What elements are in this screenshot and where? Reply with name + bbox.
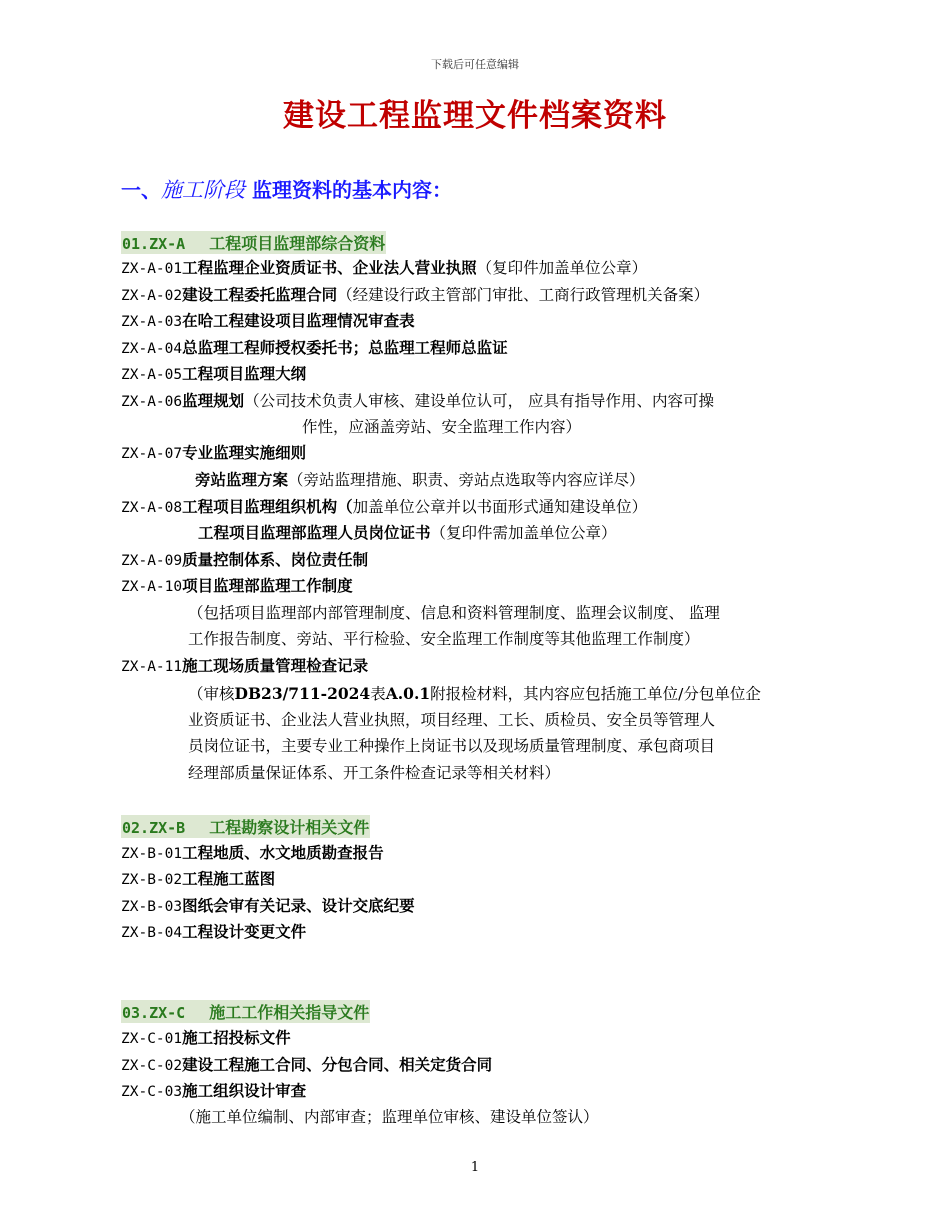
item-code: ZX-A-08 [121,500,183,516]
group-label: 工程项目监理部综合资料 [209,234,386,253]
item-code: ZX-A-02 [121,288,183,304]
item-code: ZX-A-01 [121,261,183,277]
list-item-a09 [121,549,368,572]
item-title: 工程施工蓝图 [182,870,276,888]
item-code: ZX-A-09 [121,553,183,569]
item-note: （经建设行政主管部门审批、工商行政管理机关备案） [337,286,710,304]
item-note-continued: 经理部质量保证体系、开工条件检查记录等相关材料） [188,764,561,782]
item-note-continued: 作性，应涵盖旁站、安全监理工作内容） [302,418,582,436]
item-note: （公司技术负责人审核、建设单位认可， 应具有指导作用、内容可操 [244,392,715,410]
document-title: 建设工程监理文件档案资料 [283,98,667,134]
group-code: 03.ZX-C [122,1004,186,1022]
item-code: ZX-B-03 [121,899,183,915]
item-title: 工程监理企业资质证书、企业法人营业执照 [182,259,477,277]
item-code: ZX-B-01 [121,846,183,862]
note-text: （审核 [188,685,235,703]
item-code: ZX-A-11 [121,659,183,675]
section-prefix: 一、 [121,178,161,202]
item-title: 工程项目监理部监理人员岗位证书 [198,524,431,542]
item-note: （复印件加盖单位公章） [476,259,648,277]
list-item-b04 [121,921,306,944]
list-item-a08-sub [198,522,617,544]
item-title: 总监理工程师授权委托书；总监理工程师总监证 [182,339,508,357]
item-code: ZX-C-01 [121,1031,183,1047]
list-item-a11 [121,655,368,678]
item-code: ZX-A-04 [121,341,183,357]
list-item-a05 [121,363,306,386]
item-title: 施工现场质量管理检查记录 [182,657,369,675]
item-code: ZX-A-10 [121,579,183,595]
list-item-a04 [121,337,508,360]
list-item-a08 [121,496,647,519]
header-note: 下载后可任意编辑 [431,58,519,71]
list-item-c03 [121,1080,306,1103]
group-heading-b [121,815,370,838]
item-title: 在哈工程建设项目监理情况审查表 [182,312,415,330]
list-item-a06 [121,390,714,413]
item-title: 项目监理部监理工作制度 [182,577,353,595]
list-item-c02 [121,1054,492,1077]
list-item-a07-sub [195,469,645,491]
item-title: 质量控制体系、岗位责任制 [182,551,369,569]
list-item-a01 [121,257,647,280]
section-heading [121,174,452,204]
item-note-continued: 业资质证书、企业法人营业执照，项目经理、工长、质检员、安全员等管理人 [188,711,716,729]
item-title: 旁站监理方案 [195,471,289,489]
item-code: ZX-C-03 [121,1084,183,1100]
item-note: （施工单位编制、内部审查；监理单位审核、建设单位签认） [180,1108,599,1126]
item-title: 图纸会审有关记录、设计交底纪要 [182,897,415,915]
group-heading-c [121,1000,370,1023]
item-title: 监理规划 [182,392,245,410]
group-label: 工程勘察设计相关文件 [209,818,370,837]
note-text: 附报检材料，其内容应包括施工单位/分包单位企 [430,685,761,703]
note-text: 表 [370,685,386,703]
item-code: ZX-A-03 [121,314,183,330]
item-code: ZX-A-05 [121,367,183,383]
list-item-a02 [121,284,709,307]
list-item-a07 [121,442,306,465]
item-note: 加盖单位公章并以书面形式通知建设单位） [352,498,648,516]
group-label: 施工工作相关指导文件 [209,1003,370,1022]
item-note-continued: 员岗位证书，主要专业工种操作上岗证书以及现场质量管理制度、承包商项目 [188,737,716,755]
item-title: 工程项目监理组织机构（ [182,498,353,516]
item-title: 建设工程施工合同、分包合同、相关定货合同 [182,1056,493,1074]
item-note: （包括项目监理部内部管理制度、信息和资料管理制度、监理会议制度、 监理 [188,604,720,622]
item-note [188,681,761,707]
item-code: ZX-A-07 [121,446,183,462]
list-item-a10 [121,575,353,598]
item-title: 施工招投标文件 [182,1029,291,1047]
item-note: （旁站监理措施、职责、旁站点选取等内容应详尽） [288,471,645,489]
standard-code: DB23/711-2024 [234,684,371,703]
item-title: 工程项目监理大纲 [182,365,307,383]
list-item-b01 [121,842,384,865]
list-item-c01 [121,1027,291,1050]
list-item-b03 [121,895,415,918]
list-item-a03 [121,310,415,333]
section-rest: 监理资料的基本内容： [245,178,452,202]
table-ref: A.0.1 [385,684,431,703]
item-title: 工程设计变更文件 [182,923,307,941]
item-code: ZX-A-06 [121,394,183,410]
group-code: 02.ZX-B [122,819,186,837]
item-title: 施工组织设计审查 [182,1082,307,1100]
list-item-b02 [121,868,275,891]
item-note: （复印件需加盖单位公章） [430,524,617,542]
group-heading-a [121,231,386,254]
item-code: ZX-B-04 [121,925,183,941]
page-number: 1 [470,1160,480,1175]
item-code: ZX-C-02 [121,1058,183,1074]
group-code: 01.ZX-A [122,235,186,253]
section-italic: 施工阶段 [161,178,245,202]
item-title: 专业监理实施细则 [182,444,307,462]
item-title: 建设工程委托监理合同 [182,286,338,304]
item-title: 工程地质、水文地质勘查报告 [182,844,384,862]
item-code: ZX-B-02 [121,872,183,888]
item-note-continued: 工作报告制度、旁站、平行检验、安全监理工作制度等其他监理工作制度） [188,630,700,648]
